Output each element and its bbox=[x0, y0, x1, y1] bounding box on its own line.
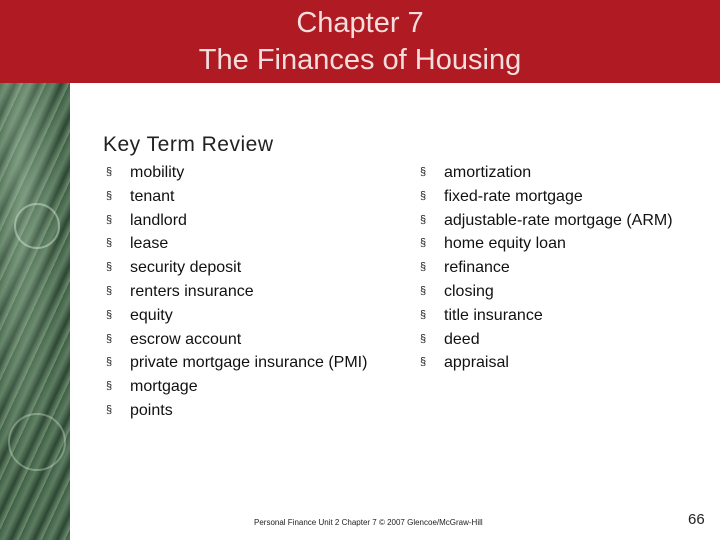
term-label: amortization bbox=[444, 164, 532, 181]
subheading: Key Term Review bbox=[103, 133, 274, 156]
term-label: security deposit bbox=[130, 259, 242, 277]
square-bullet-icon: § bbox=[420, 237, 427, 250]
term-label: appraisal bbox=[444, 354, 509, 372]
square-bullet-icon: § bbox=[420, 261, 427, 274]
right-term-list bbox=[420, 161, 673, 375]
term-item bbox=[420, 256, 673, 280]
term-label: renters insurance bbox=[130, 282, 254, 300]
term-label: points bbox=[130, 401, 173, 419]
term-item bbox=[420, 280, 673, 304]
square-bullet-icon: § bbox=[420, 284, 427, 297]
term-item bbox=[106, 185, 367, 209]
term-label: landlord bbox=[130, 211, 187, 229]
square-bullet-icon: § bbox=[106, 380, 113, 393]
square-bullet-icon: § bbox=[106, 332, 113, 345]
term-label: mortgage bbox=[130, 378, 198, 396]
square-bullet-icon: § bbox=[106, 356, 113, 369]
term-item bbox=[106, 256, 367, 280]
footer-text: Personal Finance Unit 2 Chapter 7 © 2007 Glencoe/McGraw-Hill bbox=[254, 518, 483, 527]
square-bullet-icon: § bbox=[106, 189, 113, 202]
money-background-image bbox=[0, 83, 70, 540]
square-bullet-icon: § bbox=[106, 284, 113, 297]
term-label: title insurance bbox=[444, 306, 543, 324]
term-label: equity bbox=[130, 306, 173, 324]
term-label: refinance bbox=[444, 259, 510, 277]
term-label: mobility bbox=[130, 164, 185, 181]
term-label: lease bbox=[130, 235, 169, 253]
square-bullet-icon: § bbox=[420, 308, 427, 321]
term-item bbox=[106, 304, 367, 328]
term-label: home equity loan bbox=[444, 235, 566, 253]
term-item bbox=[106, 280, 367, 304]
term-item bbox=[420, 185, 673, 209]
term-item bbox=[106, 209, 367, 233]
term-item bbox=[420, 232, 673, 256]
square-bullet-icon: § bbox=[420, 356, 427, 369]
term-item bbox=[106, 399, 367, 423]
square-bullet-icon: § bbox=[106, 237, 113, 250]
slide-title-line-1: Chapter 7 bbox=[296, 6, 424, 39]
term-label: adjustable-rate mortgage (ARM) bbox=[444, 211, 673, 229]
term-item bbox=[106, 232, 367, 256]
square-bullet-icon: § bbox=[106, 261, 113, 274]
term-label: fixed-rate mortgage bbox=[444, 187, 583, 205]
term-label: tenant bbox=[130, 187, 175, 205]
slide-title-line-2: The Finances of Housing bbox=[198, 43, 522, 76]
term-label: deed bbox=[444, 330, 480, 348]
term-item bbox=[420, 209, 673, 233]
term-item bbox=[420, 161, 673, 185]
square-bullet-icon: § bbox=[106, 213, 113, 226]
square-bullet-icon: § bbox=[420, 213, 427, 226]
square-bullet-icon: § bbox=[106, 403, 113, 416]
term-item bbox=[106, 351, 367, 375]
term-item bbox=[420, 304, 673, 328]
title-bar bbox=[0, 0, 720, 83]
square-bullet-icon: § bbox=[420, 189, 427, 202]
term-label: private mortgage insurance (PMI) bbox=[130, 354, 368, 372]
term-item bbox=[420, 328, 673, 352]
term-item bbox=[106, 375, 367, 399]
square-bullet-icon: § bbox=[106, 166, 113, 178]
square-bullet-icon: § bbox=[420, 166, 427, 178]
term-item bbox=[106, 328, 367, 352]
square-bullet-icon: § bbox=[106, 308, 113, 321]
seal-decoration bbox=[14, 203, 60, 249]
term-label: escrow account bbox=[130, 330, 242, 348]
term-item bbox=[420, 351, 673, 375]
term-label: closing bbox=[444, 282, 494, 300]
left-term-list bbox=[106, 161, 367, 423]
seal-decoration bbox=[8, 413, 66, 471]
square-bullet-icon: § bbox=[420, 332, 427, 345]
page-number: 66 bbox=[688, 511, 705, 528]
term-item bbox=[106, 161, 367, 185]
